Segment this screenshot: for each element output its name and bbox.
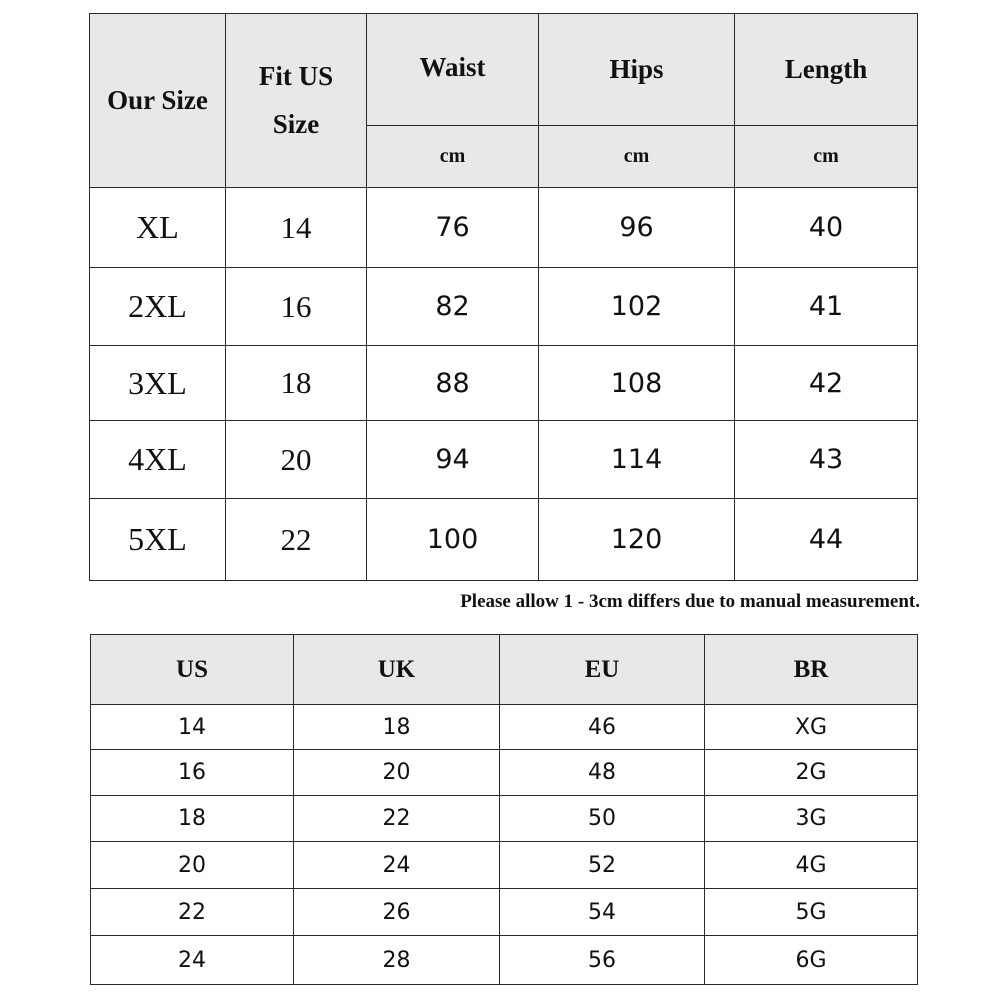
size-chart-table — [89, 13, 918, 581]
fit-us-cell: 22 — [226, 499, 367, 581]
us-cell: 20 — [91, 842, 294, 889]
size-row — [90, 268, 918, 346]
fit-us-cell: 16 — [226, 268, 367, 346]
eu-cell: 46 — [500, 705, 705, 750]
us-cell: 18 — [91, 796, 294, 842]
header-eu: EU — [500, 635, 705, 705]
us-cell: 22 — [91, 889, 294, 936]
waist-cell: 88 — [367, 346, 539, 421]
br-cell: 3G — [705, 796, 918, 842]
hips-cell: 102 — [539, 268, 735, 346]
conversion-row — [91, 889, 918, 936]
fit-us-cell: 18 — [226, 346, 367, 421]
conversion-row — [91, 705, 918, 750]
hips-cell: 114 — [539, 421, 735, 499]
us-cell: 24 — [91, 936, 294, 985]
length-cell: 41 — [735, 268, 918, 346]
size-row — [90, 499, 918, 581]
br-cell: XG — [705, 705, 918, 750]
size-conversion-table — [90, 634, 918, 985]
header-hips-unit: cm — [539, 126, 735, 188]
size-row — [90, 346, 918, 421]
br-cell: 4G — [705, 842, 918, 889]
eu-cell: 52 — [500, 842, 705, 889]
size-cell: 3XL — [90, 346, 226, 421]
uk-cell: 18 — [294, 705, 500, 750]
eu-cell: 50 — [500, 796, 705, 842]
size-row — [90, 421, 918, 499]
length-cell: 44 — [735, 499, 918, 581]
header-us: US — [91, 635, 294, 705]
header-our-size: Our Size — [90, 14, 226, 188]
conversion-row — [91, 796, 918, 842]
fit-us-cell: 14 — [226, 188, 367, 268]
header-waist-unit: cm — [367, 126, 539, 188]
conversion-row — [91, 936, 918, 985]
length-cell: 43 — [735, 421, 918, 499]
conversion-row — [91, 842, 918, 889]
br-cell: 5G — [705, 889, 918, 936]
header-length: Length — [735, 14, 918, 126]
waist-cell: 94 — [367, 421, 539, 499]
us-cell: 14 — [91, 705, 294, 750]
waist-cell: 100 — [367, 499, 539, 581]
length-cell: 40 — [735, 188, 918, 268]
length-cell: 42 — [735, 346, 918, 421]
header-uk: UK — [294, 635, 500, 705]
uk-cell: 28 — [294, 936, 500, 985]
hips-cell: 120 — [539, 499, 735, 581]
uk-cell: 20 — [294, 750, 500, 796]
hips-cell: 96 — [539, 188, 735, 268]
hips-cell: 108 — [539, 346, 735, 421]
size-cell: 5XL — [90, 499, 226, 581]
us-cell: 16 — [91, 750, 294, 796]
size-cell: 2XL — [90, 268, 226, 346]
header-fit-us-size-text: Fit US Size — [258, 61, 334, 139]
header-br: BR — [705, 635, 918, 705]
br-cell: 2G — [705, 750, 918, 796]
br-cell: 6G — [705, 936, 918, 985]
eu-cell: 54 — [500, 889, 705, 936]
measurement-note: Please allow 1 - 3cm differs due to manual measurement. — [460, 591, 920, 612]
header-fit-us-size — [226, 14, 367, 188]
uk-cell: 24 — [294, 842, 500, 889]
eu-cell: 56 — [500, 936, 705, 985]
waist-cell: 82 — [367, 268, 539, 346]
fit-us-cell: 20 — [226, 421, 367, 499]
eu-cell: 48 — [500, 750, 705, 796]
size-cell: 4XL — [90, 421, 226, 499]
uk-cell: 26 — [294, 889, 500, 936]
uk-cell: 22 — [294, 796, 500, 842]
header-waist: Waist — [367, 14, 539, 126]
size-cell: XL — [90, 188, 226, 268]
size-row — [90, 188, 918, 268]
conversion-row — [91, 750, 918, 796]
header-hips: Hips — [539, 14, 735, 126]
header-length-unit: cm — [735, 126, 918, 188]
waist-cell: 76 — [367, 188, 539, 268]
